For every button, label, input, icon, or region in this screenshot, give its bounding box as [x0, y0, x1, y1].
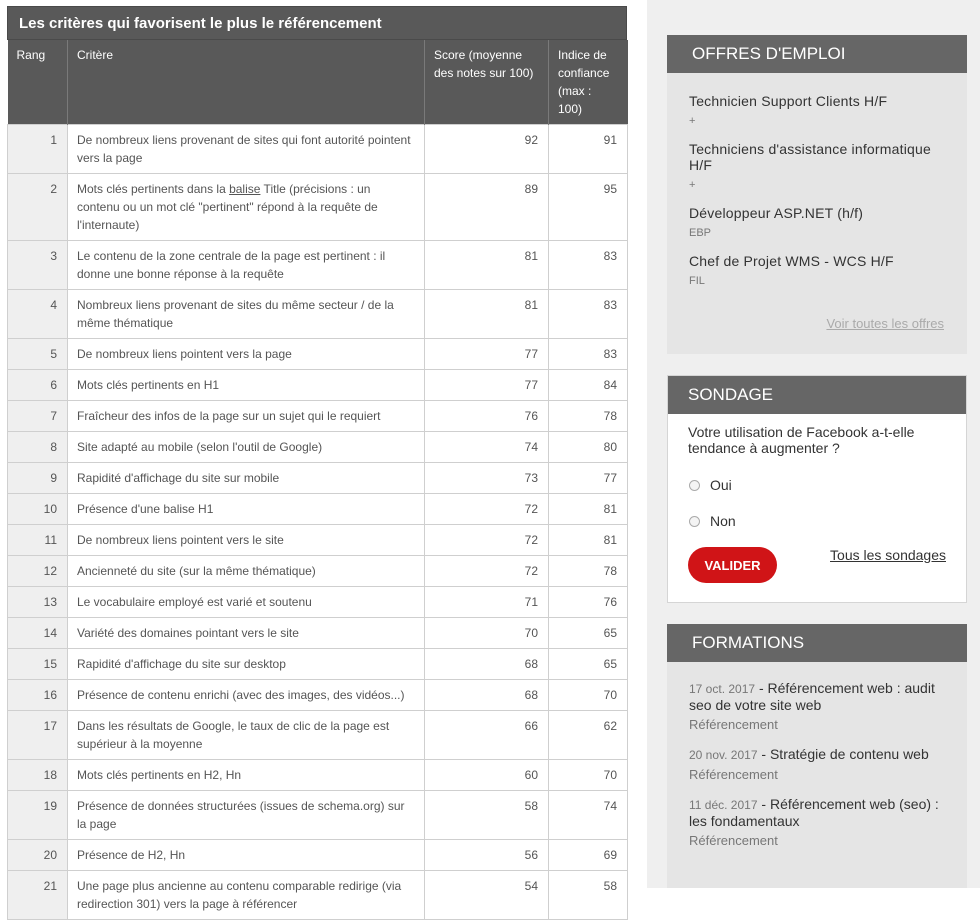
table-row [8, 618, 628, 649]
criterion-cell: Présence de contenu enrichi (avec des images, des vidéos...) [68, 680, 425, 711]
formation-title[interactable]: Stratégie de contenu web [769, 746, 929, 762]
table-row [8, 494, 628, 525]
table-row [8, 290, 628, 339]
poll-option-label: Oui [710, 477, 732, 493]
jobs-panel-title: OFFRES D'EMPLOI [667, 35, 967, 73]
criterion-cell: De nombreux liens provenant de sites qui font autorité pointent vers la page [68, 125, 425, 174]
formation-category: Référencement [689, 833, 778, 848]
confidence-cell: 62 [549, 711, 628, 760]
formations-panel [667, 624, 967, 888]
rank-cell: 13 [8, 587, 68, 618]
job-title[interactable]: Technicien Support Clients H/F [689, 93, 888, 109]
confidence-cell: 70 [549, 680, 628, 711]
score-cell: 76 [425, 401, 549, 432]
criterion-cell: Site adapté au mobile (selon l'outil de Google) [68, 432, 425, 463]
score-cell: 73 [425, 463, 549, 494]
job-title[interactable]: Développeur ASP.NET (h/f) [689, 205, 864, 221]
formation-separator: - [755, 680, 768, 696]
job-title[interactable]: Chef de Projet WMS - WCS H/F [689, 253, 894, 269]
rank-cell: 8 [8, 432, 68, 463]
score-cell: 66 [425, 711, 549, 760]
table-row [8, 339, 628, 370]
table-row [8, 791, 628, 840]
rank-cell: 16 [8, 680, 68, 711]
score-cell: 54 [425, 871, 549, 920]
criterion-cell: Mots clés pertinents en H1 [68, 370, 425, 401]
formation-category: Référencement [689, 767, 778, 782]
score-cell: 70 [425, 618, 549, 649]
rank-cell: 6 [8, 370, 68, 401]
score-cell: 89 [425, 174, 549, 241]
criteria-table [7, 40, 628, 920]
formations-panel-title: FORMATIONS [667, 624, 967, 662]
formation-item[interactable] [689, 680, 945, 732]
table-row [8, 556, 628, 587]
criterion-cell: Fraîcheur des infos de la page sur un sujet qui le requiert [68, 401, 425, 432]
formation-title[interactable]: Référencement web (seo) : les fondamentaux [689, 796, 939, 829]
formation-date: 17 oct. 2017 [689, 682, 756, 696]
header-confidence: Indice de confiance (max : 100) [549, 40, 628, 125]
job-item[interactable] [689, 205, 945, 239]
criterion-cell: Mots clés pertinents en H2, Hn [68, 760, 425, 791]
formation-title[interactable]: Référencement web : audit seo de votre site web [689, 680, 935, 713]
table-row [8, 174, 628, 241]
formation-item[interactable] [689, 746, 945, 782]
rank-cell: 7 [8, 401, 68, 432]
job-company: FIL [689, 275, 705, 287]
confidence-cell: 74 [549, 791, 628, 840]
job-item[interactable] [689, 253, 945, 287]
rank-cell: 14 [8, 618, 68, 649]
table-row [8, 871, 628, 920]
jobs-panel [667, 35, 967, 354]
confidence-cell: 95 [549, 174, 628, 241]
radio-button[interactable] [689, 480, 700, 491]
rank-cell: 21 [8, 871, 68, 920]
rank-cell: 1 [8, 125, 68, 174]
confidence-cell: 70 [549, 760, 628, 791]
rank-cell: 15 [8, 649, 68, 680]
rank-cell: 12 [8, 556, 68, 587]
score-cell: 77 [425, 339, 549, 370]
confidence-cell: 91 [549, 125, 628, 174]
job-title[interactable]: Techniciens d'assistance informatique H/F [689, 141, 931, 173]
rank-cell: 17 [8, 711, 68, 760]
score-cell: 68 [425, 649, 549, 680]
score-cell: 72 [425, 556, 549, 587]
criterion-text: Mots clés pertinents dans la [77, 182, 230, 196]
criterion-cell: Présence de données structurées (issues de schema.org) sur la page [68, 791, 425, 840]
formation-category: Référencement [689, 717, 778, 732]
formation-date: 20 nov. 2017 [689, 748, 758, 762]
score-cell: 92 [425, 125, 549, 174]
rank-cell: 5 [8, 339, 68, 370]
table-row [8, 587, 628, 618]
confidence-cell: 76 [549, 587, 628, 618]
rank-cell: 2 [8, 174, 68, 241]
criterion-cell: De nombreux liens pointent vers la page [68, 339, 425, 370]
criterion-cell: Présence de H2, Hn [68, 840, 425, 871]
rank-cell: 11 [8, 525, 68, 556]
poll-option-label: Non [710, 513, 736, 529]
rank-cell: 20 [8, 840, 68, 871]
job-item[interactable] [689, 141, 945, 191]
header-score: Score (moyenne des notes sur 100) [425, 40, 549, 125]
criterion-cell: Une page plus ancienne au contenu comparable redirige (via redirection 301) vers la page à référencer [68, 871, 425, 920]
confidence-cell: 78 [549, 401, 628, 432]
score-cell: 81 [425, 290, 549, 339]
score-cell: 71 [425, 587, 549, 618]
criterion-cell: Le vocabulaire employé est varié et soutenu [68, 587, 425, 618]
radio-button[interactable] [689, 516, 700, 527]
table-row [8, 680, 628, 711]
confidence-cell: 78 [549, 556, 628, 587]
score-cell: 72 [425, 525, 549, 556]
poll-option-oui[interactable] [689, 475, 966, 495]
submit-poll-button[interactable]: VALIDER [688, 547, 777, 583]
criteria-table-container [7, 6, 627, 920]
table-row [8, 432, 628, 463]
rank-cell: 4 [8, 290, 68, 339]
table-row [8, 525, 628, 556]
balise-link[interactable]: balise [229, 182, 261, 196]
poll-panel [667, 375, 967, 603]
confidence-cell: 84 [549, 370, 628, 401]
criterion-cell: De nombreux liens pointent vers le site [68, 525, 425, 556]
formation-separator: - [757, 796, 770, 812]
confidence-cell: 65 [549, 649, 628, 680]
table-row [8, 463, 628, 494]
rank-cell: 10 [8, 494, 68, 525]
poll-question: Votre utilisation de Facebook a-t-elle tendance à augmenter ? [688, 424, 915, 456]
rank-cell: 9 [8, 463, 68, 494]
confidence-cell: 77 [549, 463, 628, 494]
score-cell: 68 [425, 680, 549, 711]
confidence-cell: 81 [549, 494, 628, 525]
table-row [8, 125, 628, 174]
rank-cell: 19 [8, 791, 68, 840]
rank-cell: 3 [8, 241, 68, 290]
score-cell: 81 [425, 241, 549, 290]
formation-date: 11 déc. 2017 [689, 798, 758, 812]
criterion-cell: Le contenu de la zone centrale de la page est pertinent : il donne une bonne réponse à la requête [68, 241, 425, 290]
criterion-cell [68, 174, 425, 241]
table-row [8, 711, 628, 760]
confidence-cell: 81 [549, 525, 628, 556]
score-cell: 74 [425, 432, 549, 463]
score-cell: 72 [425, 494, 549, 525]
header-rank: Rang [8, 40, 68, 125]
criterion-cell: Présence d'une balise H1 [68, 494, 425, 525]
job-item[interactable] [689, 93, 945, 127]
criterion-cell: Rapidité d'affichage du site sur mobile [68, 463, 425, 494]
rank-cell: 18 [8, 760, 68, 791]
confidence-cell: 65 [549, 618, 628, 649]
confidence-cell: 58 [549, 871, 628, 920]
confidence-cell: 83 [549, 339, 628, 370]
job-company: EBP [689, 227, 712, 239]
table-row [8, 840, 628, 871]
table-row [8, 649, 628, 680]
see-all-jobs-link[interactable]: Voir toutes les offres [826, 316, 944, 331]
job-company: + [689, 115, 696, 127]
criterion-cell: Variété des domaines pointant vers le site [68, 618, 425, 649]
score-cell: 58 [425, 791, 549, 840]
table-body [8, 125, 628, 920]
table-row [8, 370, 628, 401]
job-company: + [689, 179, 696, 191]
confidence-cell: 80 [549, 432, 628, 463]
criterion-text: Title (précisions : un contenu ou un mot clé "pertinent" répond à la requête de l'internaute) [77, 182, 378, 232]
all-polls-link[interactable]: Tous les sondages [830, 547, 946, 563]
header-criterion: Critère [68, 40, 425, 125]
criterion-cell: Ancienneté du site (sur la même thématique) [68, 556, 425, 587]
score-cell: 60 [425, 760, 549, 791]
score-cell: 56 [425, 840, 549, 871]
poll-option-non[interactable] [689, 511, 966, 531]
confidence-cell: 83 [549, 290, 628, 339]
criterion-cell: Rapidité d'affichage du site sur desktop [68, 649, 425, 680]
confidence-cell: 69 [549, 840, 628, 871]
score-cell: 77 [425, 370, 549, 401]
formation-separator: - [757, 746, 770, 762]
table-title: Les critères qui favorisent le plus le référencement [7, 6, 627, 40]
poll-panel-title: SONDAGE [668, 376, 966, 414]
table-row [8, 760, 628, 791]
table-header-row [8, 40, 628, 125]
criterion-cell: Nombreux liens provenant de sites du même secteur / de la même thématique [68, 290, 425, 339]
table-row [8, 401, 628, 432]
formation-item[interactable] [689, 796, 945, 848]
table-row [8, 241, 628, 290]
confidence-cell: 83 [549, 241, 628, 290]
criterion-cell: Dans les résultats de Google, le taux de clic de la page est supérieur à la moyenne [68, 711, 425, 760]
